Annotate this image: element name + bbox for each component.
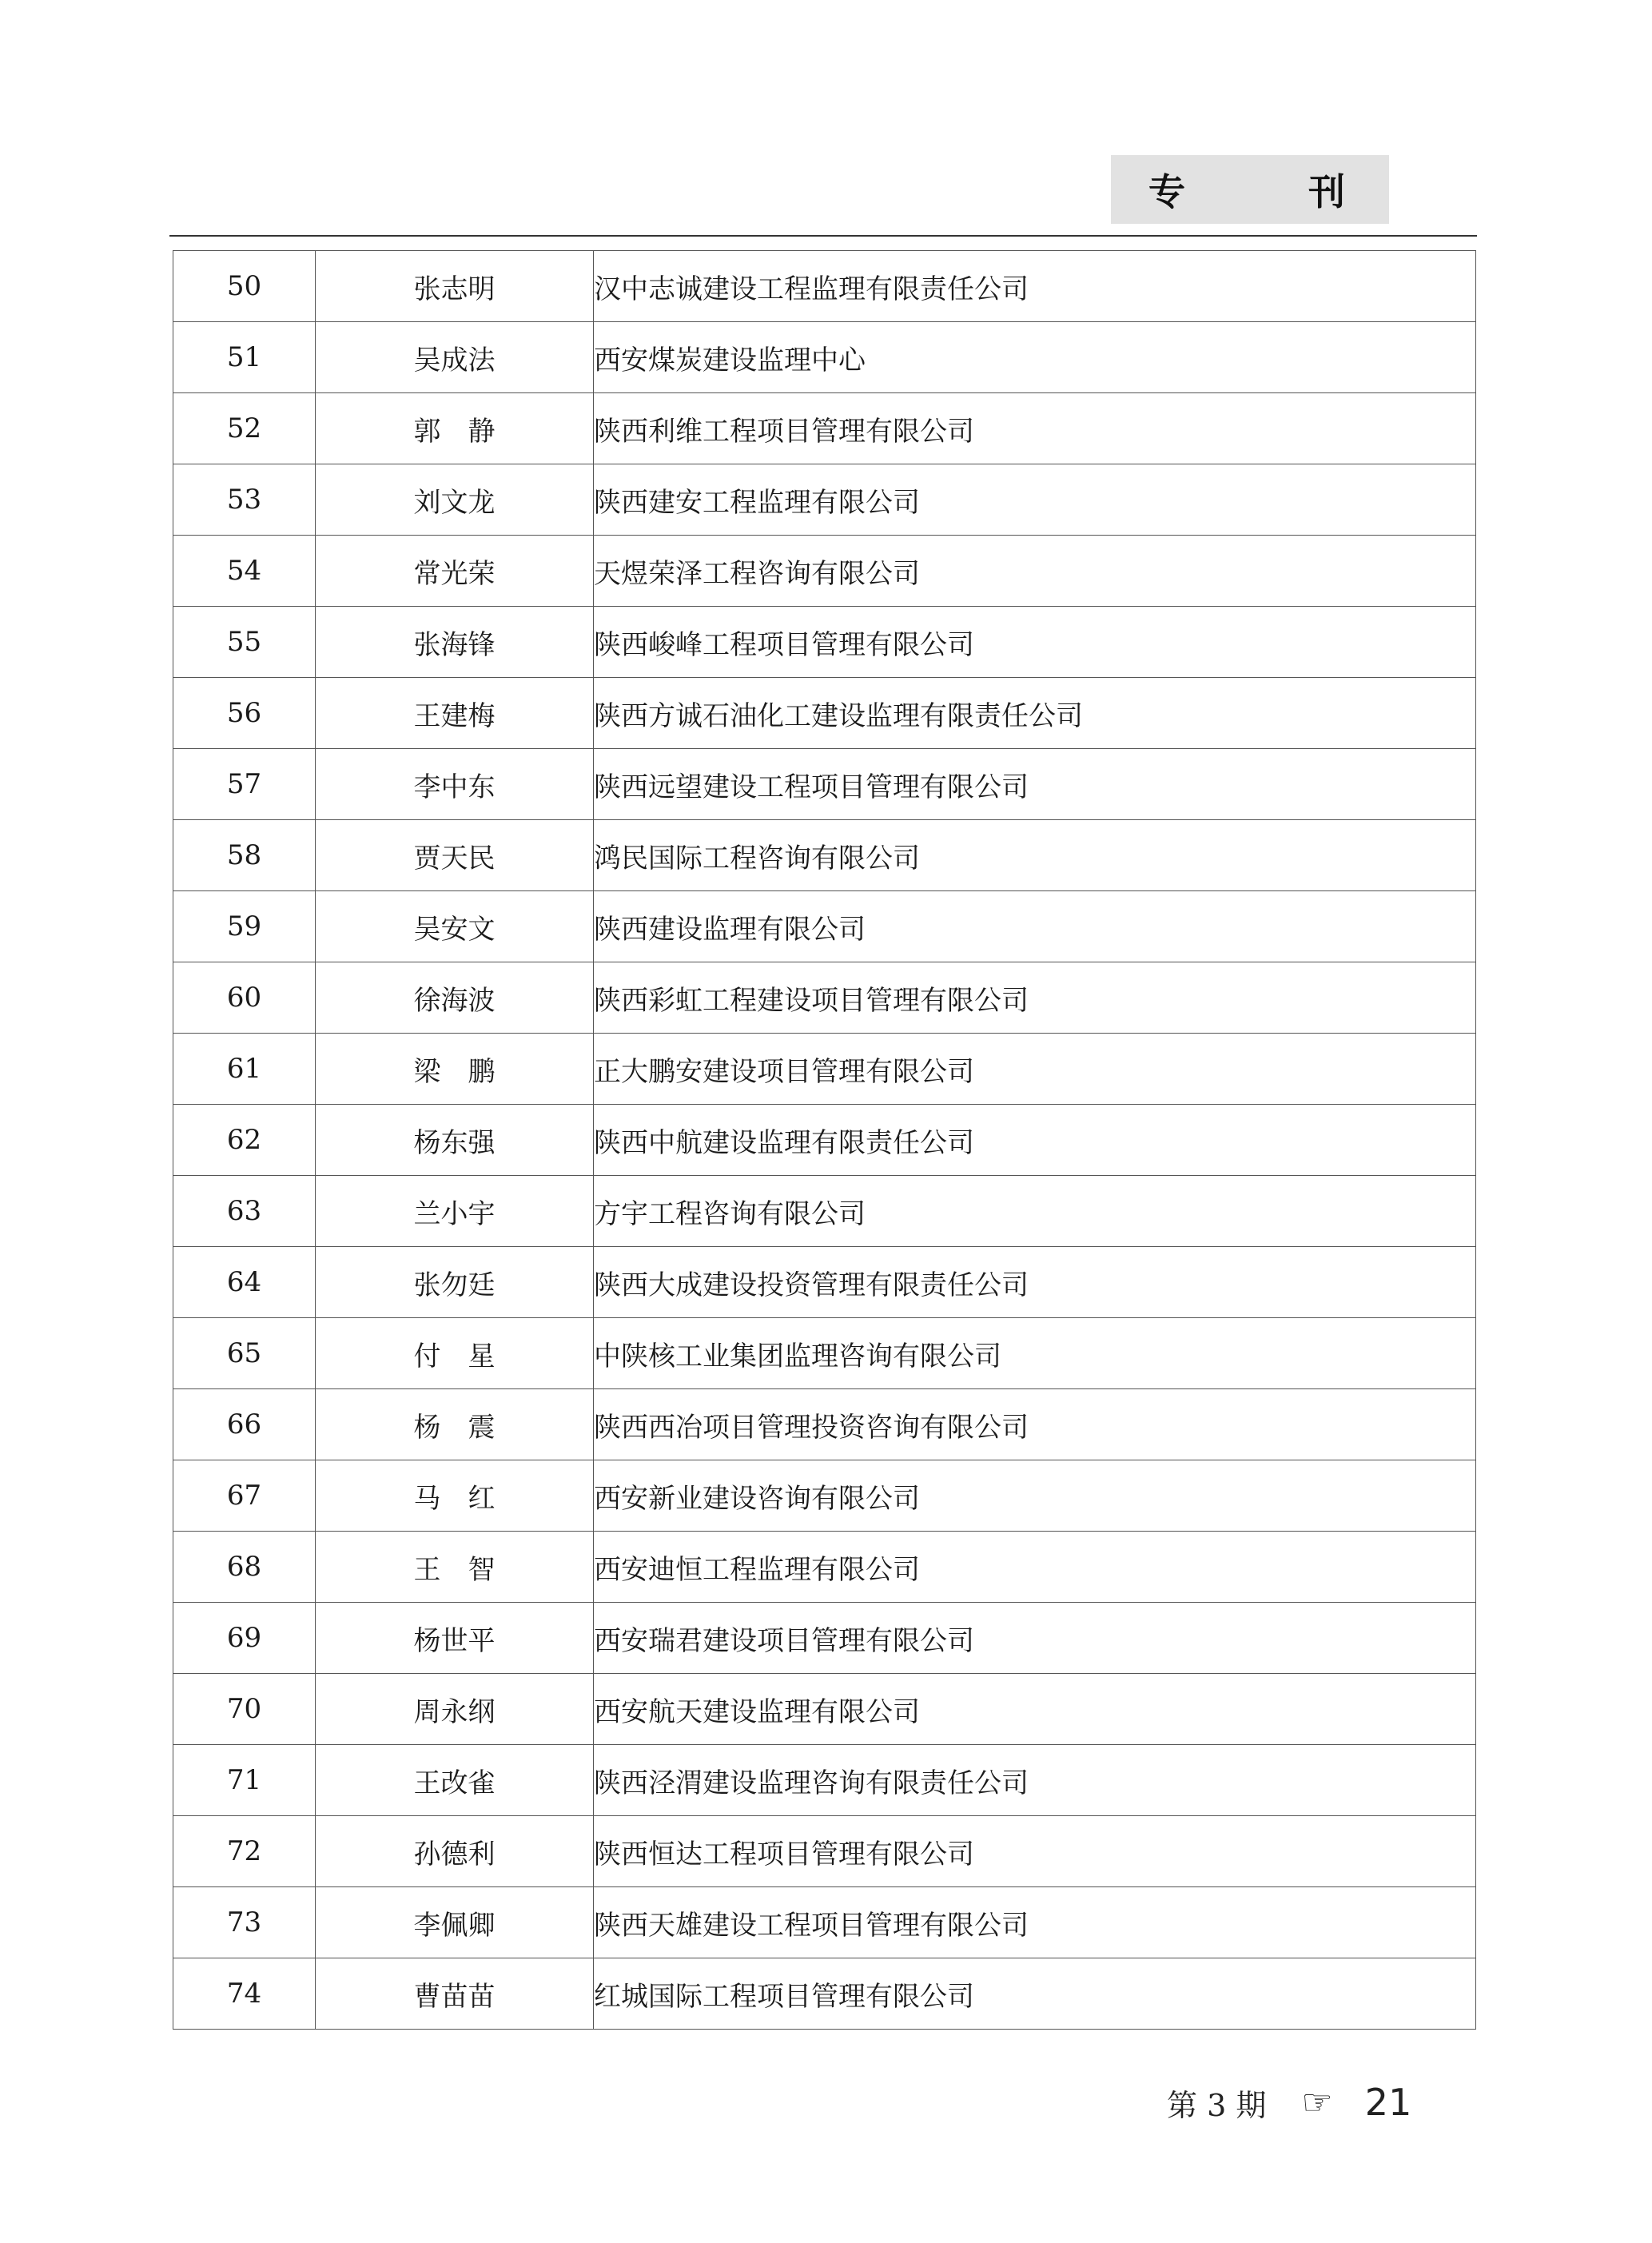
company-name-cell: 红城国际工程项目管理有限公司 (594, 1958, 1476, 2030)
table-row (173, 1318, 1476, 1389)
member-name-cell: 徐海波 (316, 962, 594, 1034)
table-row (173, 393, 1476, 464)
row-number-cell: 52 (173, 393, 316, 464)
member-name-cell: 刘文龙 (316, 464, 594, 536)
row-number-cell: 65 (173, 1318, 316, 1389)
row-number-cell: 72 (173, 1816, 316, 1887)
member-name-cell: 王改雀 (316, 1745, 594, 1816)
table-row (173, 1034, 1476, 1105)
member-name-cell: 李佩卿 (316, 1887, 594, 1958)
company-name-cell: 西安煤炭建设监理中心 (594, 322, 1476, 393)
company-name-cell: 陕西泾渭建设监理咨询有限责任公司 (594, 1745, 1476, 1816)
member-name-cell: 周永纲 (316, 1674, 594, 1745)
member-name-cell: 杨世平 (316, 1603, 594, 1674)
table-row (173, 1176, 1476, 1247)
section-title-char-2: 刊 (1308, 170, 1345, 213)
member-name-cell: 张勿廷 (316, 1247, 594, 1318)
member-name-cell: 张志明 (316, 251, 594, 322)
table-row (173, 1389, 1476, 1460)
table-row (173, 1603, 1476, 1674)
member-name-cell: 梁 鹏 (316, 1034, 594, 1105)
member-name-cell: 张海锋 (316, 607, 594, 678)
company-name-cell: 汉中志诚建设工程监理有限责任公司 (594, 251, 1476, 322)
company-name-cell: 天煜荣泽工程咨询有限公司 (594, 536, 1476, 607)
row-number-cell: 64 (173, 1247, 316, 1318)
member-name-cell: 王建梅 (316, 678, 594, 749)
table-row (173, 322, 1476, 393)
table-row (173, 1887, 1476, 1958)
company-name-cell: 鸿民国际工程咨询有限公司 (594, 820, 1476, 891)
row-number-cell: 61 (173, 1034, 316, 1105)
company-name-cell: 西安新业建设咨询有限公司 (594, 1460, 1476, 1532)
table-row (173, 1247, 1476, 1318)
header-divider (169, 235, 1477, 237)
company-name-cell: 陕西方诚石油化工建设监理有限责任公司 (594, 678, 1476, 749)
table-row (173, 820, 1476, 891)
row-number-cell: 71 (173, 1745, 316, 1816)
row-number-cell: 67 (173, 1460, 316, 1532)
company-name-cell: 陕西峻峰工程项目管理有限公司 (594, 607, 1476, 678)
row-number-cell: 62 (173, 1105, 316, 1176)
table-row (173, 1674, 1476, 1745)
member-name-cell: 王 智 (316, 1532, 594, 1603)
company-name-cell: 陕西彩虹工程建设项目管理有限公司 (594, 962, 1476, 1034)
row-number-cell: 51 (173, 322, 316, 393)
company-name-cell: 陕西天雄建设工程项目管理有限公司 (594, 1887, 1476, 1958)
row-number-cell: 73 (173, 1887, 316, 1958)
table-row (173, 536, 1476, 607)
company-name-cell: 陕西利维工程项目管理有限公司 (594, 393, 1476, 464)
company-name-cell: 陕西西冶项目管理投资咨询有限公司 (594, 1389, 1476, 1460)
row-number-cell: 59 (173, 891, 316, 962)
row-number-cell: 57 (173, 749, 316, 820)
row-number-cell: 50 (173, 251, 316, 322)
table-row (173, 1745, 1476, 1816)
table-row (173, 607, 1476, 678)
member-name-cell: 李中东 (316, 749, 594, 820)
company-name-cell: 陕西大成建设投资管理有限责任公司 (594, 1247, 1476, 1318)
company-name-cell: 陕西建设监理有限公司 (594, 891, 1476, 962)
table-row (173, 1105, 1476, 1176)
section-title-char-1: 专 (1148, 170, 1185, 213)
member-name-cell: 付 星 (316, 1318, 594, 1389)
company-name-cell: 陕西远望建设工程项目管理有限公司 (594, 749, 1476, 820)
table-row (173, 678, 1476, 749)
table-row (173, 251, 1476, 322)
company-name-cell: 陕西中航建设监理有限责任公司 (594, 1105, 1476, 1176)
table-row (173, 1958, 1476, 2030)
table-row (173, 891, 1476, 962)
table-row (173, 962, 1476, 1034)
company-name-cell: 西安瑞君建设项目管理有限公司 (594, 1603, 1476, 1674)
member-name-cell: 杨 震 (316, 1389, 594, 1460)
company-name-cell: 正大鹏安建设项目管理有限公司 (594, 1034, 1476, 1105)
company-name-cell: 陕西恒达工程项目管理有限公司 (594, 1816, 1476, 1887)
member-name-cell: 曹苗苗 (316, 1958, 594, 2030)
company-name-cell: 陕西建安工程监理有限公司 (594, 464, 1476, 536)
row-number-cell: 58 (173, 820, 316, 891)
section-header-tab (1111, 155, 1389, 224)
pointing-hand-icon: ☞ (1301, 2082, 1333, 2123)
row-number-cell: 55 (173, 607, 316, 678)
member-name-cell: 吴成法 (316, 322, 594, 393)
company-name-cell: 西安迪恒工程监理有限公司 (594, 1532, 1476, 1603)
row-number-cell: 63 (173, 1176, 316, 1247)
company-name-cell: 方宇工程咨询有限公司 (594, 1176, 1476, 1247)
row-number-cell: 66 (173, 1389, 316, 1460)
row-number-cell: 60 (173, 962, 316, 1034)
table-row (173, 749, 1476, 820)
row-number-cell: 70 (173, 1674, 316, 1745)
row-number-cell: 69 (173, 1603, 316, 1674)
row-number-cell: 74 (173, 1958, 316, 2030)
row-number-cell: 56 (173, 678, 316, 749)
page-footer (1167, 2078, 1411, 2126)
member-name-cell: 吴安文 (316, 891, 594, 962)
table-row (173, 1460, 1476, 1532)
issue-label: 第 3 期 (1167, 2087, 1267, 2123)
member-name-cell: 郭 静 (316, 393, 594, 464)
row-number-cell: 54 (173, 536, 316, 607)
member-table-body (173, 251, 1476, 2030)
company-name-cell: 西安航天建设监理有限公司 (594, 1674, 1476, 1745)
member-name-cell: 常光荣 (316, 536, 594, 607)
member-table (173, 250, 1476, 2030)
table-row (173, 1816, 1476, 1887)
member-name-cell: 马 红 (316, 1460, 594, 1532)
company-name-cell: 中陕核工业集团监理咨询有限公司 (594, 1318, 1476, 1389)
table-row (173, 464, 1476, 536)
member-name-cell: 孙德利 (316, 1816, 594, 1887)
row-number-cell: 53 (173, 464, 316, 536)
member-name-cell: 贾天民 (316, 820, 594, 891)
member-name-cell: 兰小宇 (316, 1176, 594, 1247)
page-number: 21 (1364, 2081, 1412, 2124)
table-row (173, 1532, 1476, 1603)
row-number-cell: 68 (173, 1532, 316, 1603)
member-name-cell: 杨东强 (316, 1105, 594, 1176)
